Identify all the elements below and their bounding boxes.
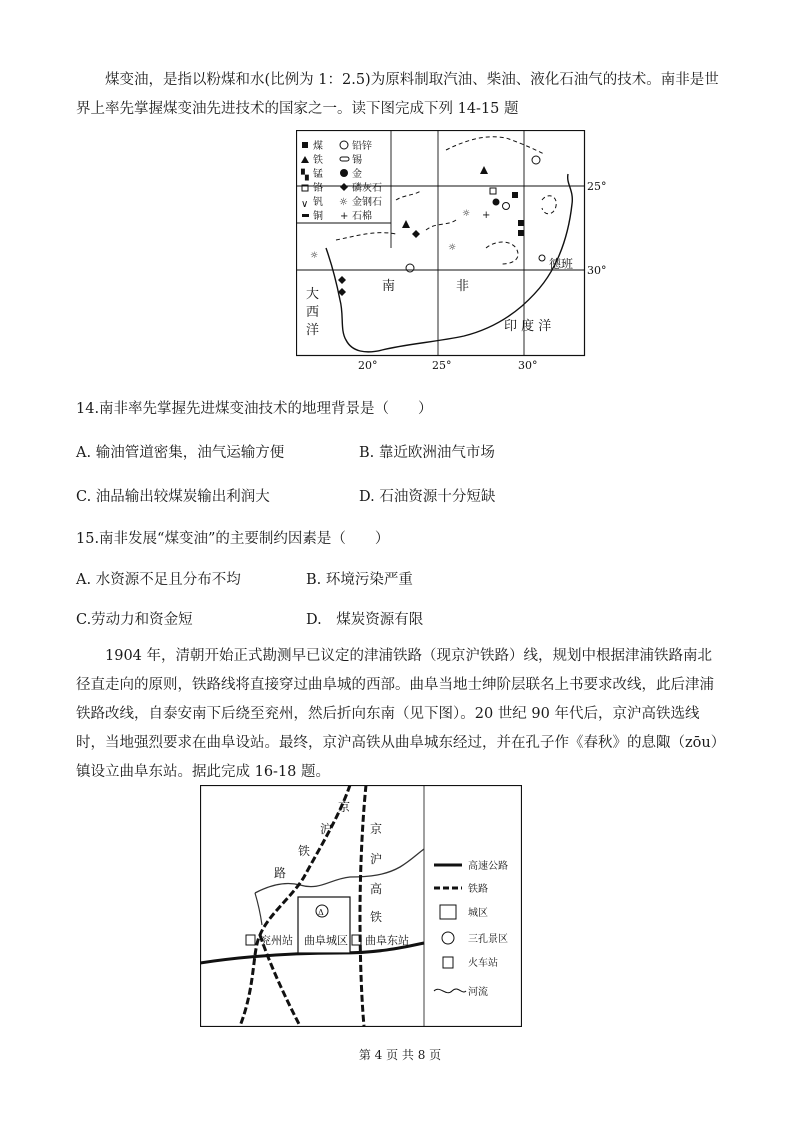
q14-option-d[interactable]: D. 石油资源十分短缺 bbox=[359, 489, 496, 505]
svg-text:石棉: 石棉 bbox=[352, 211, 372, 222]
svg-text:☼: ☼ bbox=[462, 209, 471, 219]
svg-text:☼: ☼ bbox=[339, 197, 348, 208]
svg-text:京: 京 bbox=[370, 822, 383, 836]
svg-text:铬: 铬 bbox=[313, 183, 323, 194]
svg-text:金钢石: 金钢石 bbox=[352, 197, 382, 208]
country-label-1: 南 bbox=[382, 279, 396, 294]
svg-text:钒: 钒 bbox=[313, 197, 323, 208]
q14-option-b[interactable]: B. 靠近欧洲油气市场 bbox=[359, 445, 495, 461]
svg-text:河流: 河流 bbox=[468, 987, 488, 998]
intro-paragraph-railway: 1904 年，清朝开始正式勘测早已议定的津浦铁路（现京沪铁路）线，规划中根据津浦铁路南北径直走向的原则，铁路线将直接穿过曲阜城的西部。曲阜当地士绅阶层联名上书要求改线，此后津浦铁路改线，自泰安南下后绕至兖州，然后折向东南（见下图）。20 世纪 90 年代后，京沪高铁选线时，当地强烈要求在曲阜设站。最终，京沪高铁从曲阜城东经过，并在孔子作《春秋》的息陬（zōu）镇设立曲阜东站。据此完成 16-18 题。 bbox=[76, 648, 726, 780]
svg-text:锰: 锰 bbox=[313, 169, 323, 180]
svg-text:铜: 铜 bbox=[313, 211, 323, 222]
intro-paragraph-coal: 煤变油，是指以粉煤和水(比例为 1：2.5)为原料制取汽油、柴油、液化石油气的技术。南非是世界上率先掌握煤变油先进技术的国家之一。读下图完成下列 14-15 题 bbox=[76, 72, 719, 117]
svg-text:Δ: Δ bbox=[318, 908, 324, 917]
svg-text:高速公路: 高速公路 bbox=[468, 861, 508, 872]
svg-text:城区: 城区 bbox=[468, 908, 488, 919]
svg-text:▚: ▚ bbox=[301, 170, 309, 181]
q15-option-c[interactable]: C.劳动力和资金短 bbox=[76, 612, 193, 628]
station-qufu-east: 曲阜东站 bbox=[365, 934, 409, 947]
svg-text:京: 京 bbox=[338, 800, 351, 814]
svg-text:铁: 铁 bbox=[298, 844, 311, 858]
lon-label-30: 30° bbox=[518, 359, 538, 372]
svg-text:铁路: 铁路 bbox=[468, 884, 488, 895]
qufu-railway-map bbox=[200, 785, 522, 1027]
svg-text:铁: 铁 bbox=[370, 910, 383, 924]
svg-text:磷灰石: 磷灰石 bbox=[352, 183, 382, 194]
lon-label-20: 20° bbox=[358, 359, 378, 372]
svg-text:☼: ☼ bbox=[448, 243, 457, 253]
svg-text:∨: ∨ bbox=[301, 199, 309, 210]
svg-text:西: 西 bbox=[306, 305, 320, 320]
svg-text:火车站: 火车站 bbox=[468, 958, 498, 969]
q14-option-a[interactable]: A. 输油管道密集，油气运输方便 bbox=[76, 445, 285, 461]
svg-text:铅锌: 铅锌 bbox=[352, 141, 372, 152]
page-footer: 第 4 页 共 8 页 bbox=[358, 1048, 442, 1062]
lat-label-30: 30° bbox=[587, 264, 607, 277]
city-qufu: 曲阜城区 bbox=[304, 934, 348, 947]
durban-label: 德班 bbox=[549, 257, 574, 271]
svg-text:金: 金 bbox=[352, 169, 362, 180]
svg-text:+: + bbox=[340, 211, 349, 222]
q15-option-b[interactable]: B. 环境污染严重 bbox=[306, 572, 413, 588]
svg-text:洋: 洋 bbox=[306, 323, 320, 338]
svg-text:煤: 煤 bbox=[313, 141, 323, 152]
question-15-stem: 15.南非发展“煤变油”的主要制约因素是（ ） bbox=[76, 531, 390, 547]
station-yanzhou: 兖州站 bbox=[260, 934, 293, 947]
question-14-stem: 14.南非率先掌握先进煤变油技术的地理背景是（ ） bbox=[76, 401, 433, 417]
q15-option-d[interactable]: D. 煤炭资源有限 bbox=[306, 612, 424, 628]
indian-ocean-label: 印 度 洋 bbox=[504, 319, 552, 334]
svg-text:铁: 铁 bbox=[313, 155, 323, 166]
south-africa-mineral-map bbox=[296, 130, 614, 372]
svg-text:高: 高 bbox=[370, 882, 383, 896]
svg-text:沪: 沪 bbox=[320, 822, 333, 836]
q15-option-a[interactable]: A. 水资源不足且分布不均 bbox=[76, 572, 241, 588]
svg-text:大: 大 bbox=[306, 287, 320, 302]
svg-text:三孔景区: 三孔景区 bbox=[468, 934, 508, 945]
svg-text:+: + bbox=[482, 210, 491, 221]
svg-text:☼: ☼ bbox=[310, 251, 319, 261]
lat-label-25: 25° bbox=[587, 180, 607, 193]
q14-option-c[interactable]: C. 油品输出较煤炭输出利润大 bbox=[76, 489, 270, 505]
svg-text:路: 路 bbox=[274, 866, 287, 880]
lon-label-25: 25° bbox=[432, 359, 452, 372]
svg-text:沪: 沪 bbox=[370, 852, 383, 866]
svg-text:锡: 锡 bbox=[352, 155, 362, 166]
country-label-2: 非 bbox=[456, 279, 470, 294]
